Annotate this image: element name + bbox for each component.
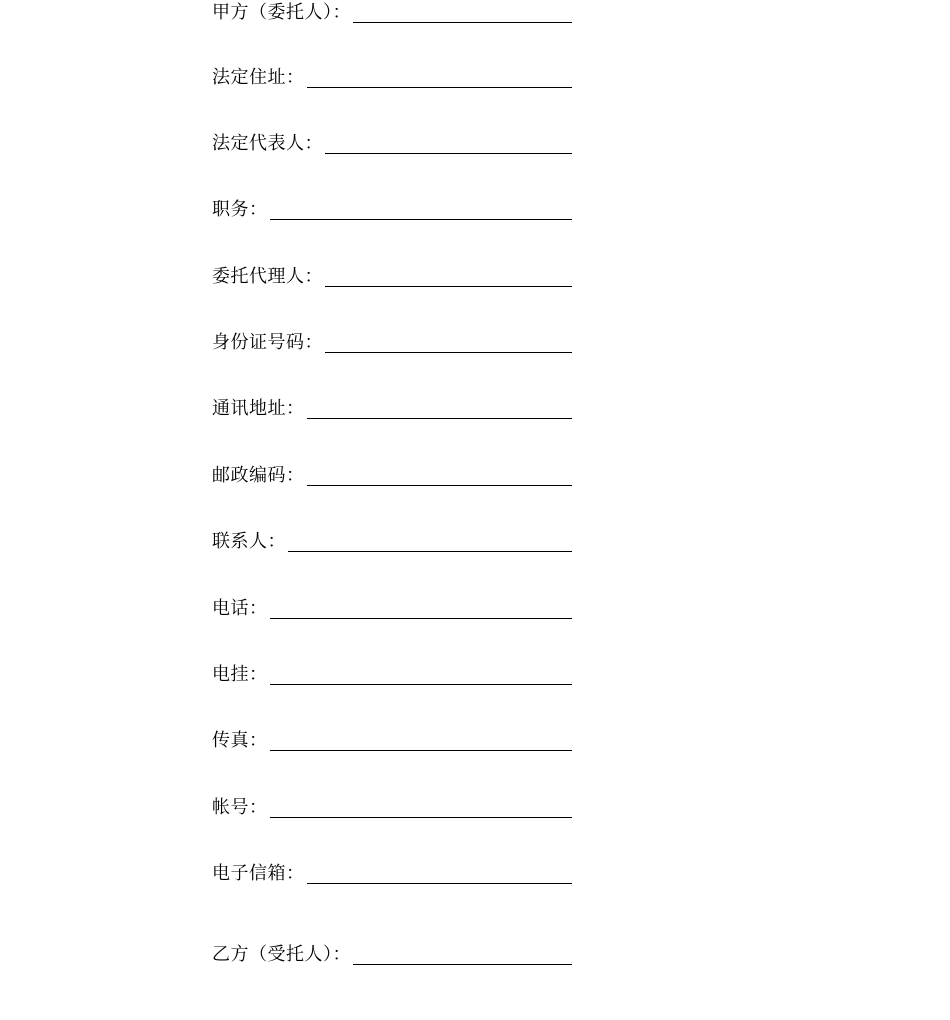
telephone-label: 电话： — [212, 598, 268, 619]
legal-representative-blank[interactable] — [325, 153, 572, 154]
party-a-name-blank[interactable] — [353, 22, 572, 23]
legal-representative-row — [212, 125, 572, 155]
party-a-heading-label: 甲方（委托人）： — [212, 2, 351, 23]
cable-address-row — [212, 656, 572, 686]
id-number-label: 身份证号码： — [212, 332, 323, 353]
fax-blank[interactable] — [270, 750, 573, 751]
account-number-blank[interactable] — [270, 817, 573, 818]
telephone-blank[interactable] — [270, 618, 573, 619]
legal-address-blank[interactable] — [307, 87, 573, 88]
legal-address-row — [212, 59, 572, 89]
email-label: 电子信箱： — [212, 863, 305, 884]
legal-address-label: 法定住址： — [212, 67, 305, 88]
id-number-blank[interactable] — [325, 352, 572, 353]
authorized-agent-blank[interactable] — [325, 286, 572, 287]
authorized-agent-label: 委托代理人： — [212, 266, 323, 287]
cable-address-blank[interactable] — [270, 684, 573, 685]
email-blank[interactable] — [307, 883, 573, 884]
postal-code-label: 邮政编码： — [212, 465, 305, 486]
authorized-agent-row — [212, 258, 572, 288]
party-b-heading-label: 乙方（受托人）： — [212, 944, 351, 965]
party-b-name-blank[interactable] — [353, 964, 572, 965]
postal-code-blank[interactable] — [307, 485, 573, 486]
account-number-label: 帐号： — [212, 797, 268, 818]
position-label: 职务： — [212, 199, 268, 220]
mailing-address-blank[interactable] — [307, 418, 573, 419]
telephone-row — [212, 590, 572, 620]
party-a-heading-row — [212, 0, 572, 24]
email-row — [212, 855, 572, 885]
cable-address-label: 电挂： — [212, 664, 268, 685]
contact-person-blank[interactable] — [288, 551, 572, 552]
fax-row — [212, 722, 572, 752]
account-number-row — [212, 789, 572, 819]
party-b-heading-row — [212, 936, 572, 966]
mailing-address-row — [212, 390, 572, 420]
mailing-address-label: 通讯地址： — [212, 398, 305, 419]
position-row — [212, 191, 572, 221]
fax-label: 传真： — [212, 730, 268, 751]
id-number-row — [212, 324, 572, 354]
postal-code-row — [212, 457, 572, 487]
contact-person-row — [212, 523, 572, 553]
contact-person-label: 联系人： — [212, 531, 286, 552]
legal-representative-label: 法定代表人： — [212, 133, 323, 154]
position-blank[interactable] — [270, 219, 573, 220]
